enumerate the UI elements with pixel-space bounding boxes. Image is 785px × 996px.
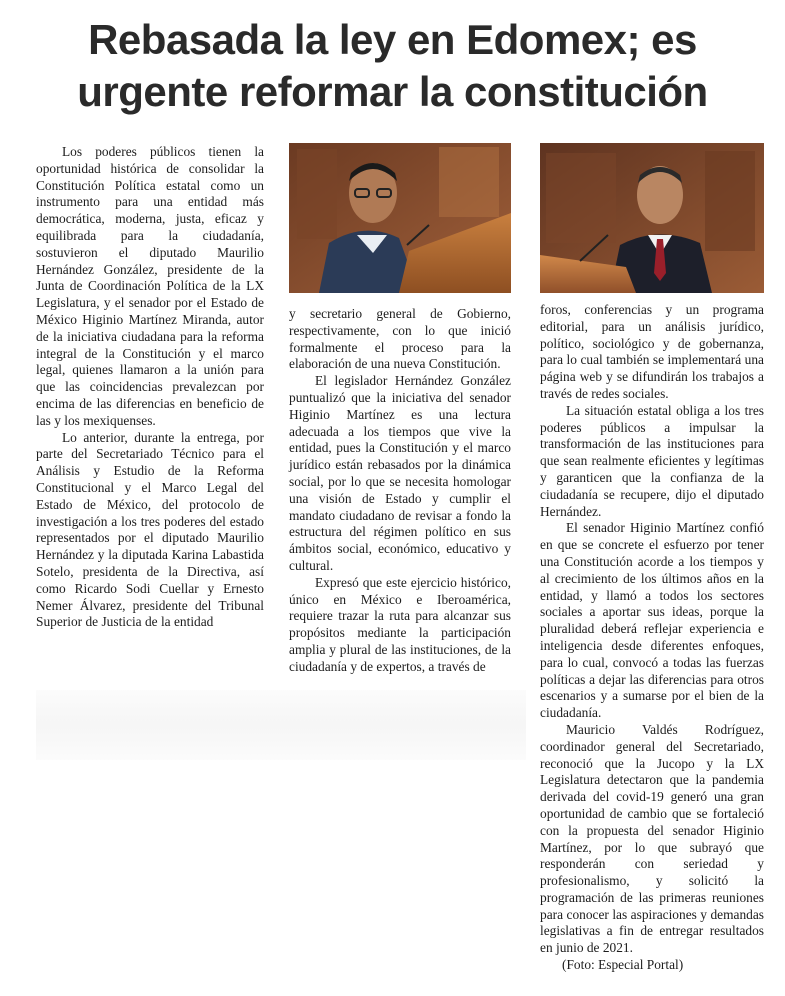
paragraph: Mauricio Valdés Rodríguez, coordinador general del Secretariado, reconoció que la Jucopo y la LX Legislatura detectaron que la pandemia derivada del covid-19 generó una gran oportunidad de cambio que se fortaleció con la propuesta del senador Higinio Martínez, por lo que subrayó que responderán con seriedad y profesionalismo, y solicitó la programación de las primeras reuniones para conocer las aspiraciones y demandas legislativas a fin de entregar resultados en junio de 2021. (540, 721, 764, 956)
photo-credit: (Foto: Especial Portal) (562, 957, 684, 973)
photo-speaker-glasses-icon (289, 143, 511, 293)
photo-left (289, 143, 511, 293)
paragraph: El senador Higinio Martínez confió en que se concrete el esfuerzo por tener una Constitución acorde a los tiempos y al crecimiento de los últimos años en la entidad, y llamó a todos los sectores sociales a aportar sus ideas, porque la pluralidad deberá reflejar experiencia e inteligencia desde diferentes enfoques, para lo cual, convocó a todas las fuerzas políticas a dejar las diferencias para otros escenarios y a sumarse por el bien de la ciudadanía. (540, 520, 764, 721)
paragraph-text: Lo anterior, durante la entrega, por parte del Secretariado Técnico para el Análisis y Estudio de la Reforma Constitucional y el Marco Legal del Estado de México, del protocolo de investigación a los tres poderes del estado representados por el diputado Maurilio Hernández y la diputada Karina Labastida Sotelo, presidenta de la Directiva, así como Ricardo Sodi Cuellar y Ernesto Nemer Álvarez, presidente del Tribunal Superior de Justicia de la entidad (36, 429, 264, 630)
article-column-2 (289, 306, 511, 676)
print-bleed-area (36, 690, 526, 760)
headline-line-1: Rebasada la ley en Edomex; es (88, 16, 697, 63)
article-column-1 (36, 144, 264, 631)
paragraph: Expresó que este ejercicio histórico, único en México e Iberoamérica, requiere trazar la ruta para alcanzar sus propósitos mediante la participación amplia y plural de las instituciones, de la ciudadanía y de expertos, a través de (289, 574, 511, 674)
headline-line-2: urgente reformar la constitución (77, 68, 708, 115)
paragraph: El legislador Hernández González puntualizó que la iniciativa del senador Higinio Martínez es una lectura adecuada a los tiempos que vive la entidad, pues la Constitución y el marco jurídico están rebasados por la dinámica social, por lo que se necesita homologar una visión de Estado y cumplir el mandato ciudadano de revisar a fondo la estructura del régimen político en sus ámbitos social, económico, educativo y cultural. (289, 373, 511, 573)
photo-speaker-tie-icon (540, 143, 764, 293)
paragraph (36, 430, 264, 632)
paragraph: Los poderes públicos tienen la oportunidad histórica de consolidar la Constitución Política estatal como un instrumento para una entidad más democrática, moderna, justa, eficaz y equilibrada para la ciudadanía, sostuvieron el diputado Maurilio Hernández González, presidente de la Junta de Coordinación Política de la LX Legislatura, y el senador por el Estado de México Higinio Martínez Miranda, autor de la iniciativa ciudadana para la reforma integral de la Constitución y el marco legal, quienes llamaron a la unión para que las coincidencias prevalezcan por encima de las diferencias en beneficio de las y los mexiquenses. (36, 144, 264, 428)
photo-right (540, 143, 764, 293)
article-column-3 (540, 302, 764, 974)
paragraph-continued: y secretario general de Gobierno, respectivamente, con lo que inició formalmente el proceso para la elaboración de una nueva Constitución. (289, 306, 511, 372)
paragraph: La situación estatal obliga a los tres poderes públicos a impulsar la transformación de las instituciones para que sean realmente eficientes y legítimas y garanticen que la confianza de la ciudadanía se recupere, dijo el diputado Hernández. (540, 402, 764, 519)
paragraph-continued: foros, conferencias y un programa editorial, para un análisis jurídico, político, sociológico y de gobernanza, para lo cual también se implementará una página web y se difundirán los trabajos a través de redes sociales. (540, 302, 764, 401)
headline (0, 14, 785, 118)
